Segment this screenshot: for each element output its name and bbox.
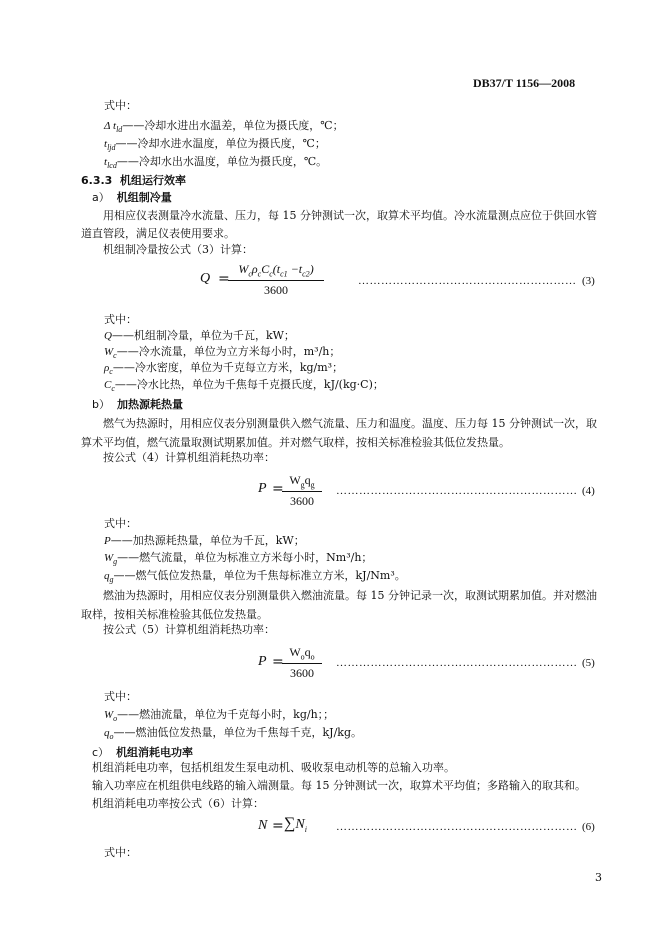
shizhong-label: 式中： (104, 690, 137, 703)
symbol-subscript: g (113, 557, 118, 567)
numerator: $W_oq_o$ (289, 645, 315, 662)
symbol: q (104, 570, 110, 582)
formula-number: (3) (582, 275, 595, 287)
symbol-subscript: ljd (107, 143, 116, 153)
symbol-subscript: c (109, 367, 113, 377)
item-b-heading (92, 396, 183, 412)
definition-line (104, 726, 362, 744)
equals-sign: = (272, 818, 284, 834)
equals-sign: = (272, 481, 284, 497)
definition-line (104, 119, 344, 137)
definition-line (104, 534, 305, 548)
item-label: a） (92, 191, 110, 204)
definition-text: ——机组制冷量，单位为千瓦，kW； (111, 329, 295, 342)
formula-6-rhs: $\sum N_i$ (284, 815, 307, 835)
paragraph: 输入功率应在机组供电线路的输入端测量。每 15 分钟测试一次，取算术平均值；多路输入的取其和。 (92, 779, 586, 792)
symbol: Q (104, 330, 112, 342)
symbol: ρ (104, 362, 110, 374)
fraction-bar (282, 663, 322, 664)
formula-3-fraction (228, 262, 324, 298)
paragraph: 机组消耗电功率，包括机组发生泵电动机、吸收泵电动机等的总输入功率。 (92, 761, 455, 774)
formula-number: (4) (582, 485, 595, 497)
definition-line (104, 137, 326, 155)
definition-text: ——冷却水出水温度，单位为摄氏度，℃。 (116, 155, 328, 168)
definition-line (104, 361, 343, 379)
formula-lhs: P (258, 481, 267, 496)
paragraph: 机组消耗电功率按公式（6）计算： (92, 797, 264, 810)
definition-text: ——冷却水进出水温差，单位为摄氏度，℃； (122, 119, 344, 132)
section-number: 6.3.3 (81, 174, 113, 187)
definition-line (104, 329, 295, 343)
symbol: W (104, 346, 114, 358)
definition-text: ——燃气低位发热量，单位为千焦每标准立方米，kJ/Nm³。 (113, 569, 406, 582)
definition-line (104, 569, 406, 587)
formula-4-fraction (282, 473, 322, 509)
paragraph: 按公式（4）计算机组消耗热功率： (103, 451, 275, 464)
numerator: $W_c\rho_cC_c(t_{c1} -t_{c2})$ (238, 262, 314, 279)
definition-text: ——燃气流量，单位为标准立方米每小时，Nm³/h； (117, 551, 373, 564)
item-title: 机组制冷量 (116, 191, 172, 204)
symbol: t (104, 156, 108, 168)
paragraph: 燃油为热源时，用相应仪表分别测量供入燃油流量。每 15 分钟记录一次，取测试期累加值。并对燃油取样，按相关标准检验其低位发热量。 (81, 589, 597, 621)
symbol: t (104, 138, 108, 150)
item-title: 机组消耗电功率 (116, 746, 194, 759)
paragraph: 机组制冷量按公式（3）计算： (103, 243, 253, 256)
definition-text: ——冷水流量，单位为立方米每小时，m³/h； (116, 345, 341, 358)
definition-text: ——燃油低位发热量，单位为千焦每千克，kJ/kg。 (113, 726, 362, 739)
shizhong-label: 式中： (104, 313, 137, 326)
standard-code: DB37/T 1156—2008 (473, 76, 576, 90)
symbol: W (104, 709, 114, 721)
item-c-heading (92, 744, 193, 760)
formula-lhs: Q (200, 271, 211, 286)
symbol: W (104, 552, 114, 564)
item-label: b） (92, 398, 110, 411)
symbol: C (104, 379, 112, 391)
symbol: P (104, 535, 111, 547)
numerator: $W_gq_g$ (289, 473, 315, 490)
section-heading (81, 172, 186, 188)
fraction-bar (228, 280, 324, 281)
leader-dots: ……………………………………………………… (336, 657, 578, 669)
leader-dots: ……………………………………………………… (336, 821, 578, 833)
denominator: 3600 (290, 666, 314, 681)
item-a-heading (92, 189, 172, 205)
fraction-bar (282, 491, 322, 492)
definition-text: ——冷水比热，单位为千焦每千克摄氏度，kJ/(kg·C)； (114, 378, 384, 391)
shizhong-label: 式中： (104, 846, 137, 859)
paragraph: 用相应仪表测量冷水流量、压力，每 15 分钟测试一次，取算术平均值。冷水流量测点应位于供回水管道直管段，满足仪表使用要求。 (81, 209, 597, 240)
denominator: 3600 (290, 494, 314, 509)
leader-dots: ……………………………………………………… (336, 485, 578, 497)
paragraph: 燃气为热源时，用相应仪表分别测量供入燃气流量、压力和温度。温度、压力每 15 分钟测试一次，取算术平均值，燃气流量取测试期累加值。并对燃气取样，按相关标准检验其低位发热量。 (81, 417, 597, 449)
symbol-subscript: ld (116, 125, 123, 135)
formula-number: (5) (582, 657, 595, 669)
symbol-subscript: c (111, 384, 115, 394)
item-label: c） (92, 746, 110, 759)
definition-line (104, 155, 327, 173)
symbol-subscript: o (109, 732, 114, 742)
equals-sign: = (218, 271, 230, 287)
shizhong-label: 式中： (104, 517, 137, 530)
paragraph: 按公式（5）计算机组消耗热功率： (103, 623, 275, 636)
definition-text: ——加热源耗热量，单位为千瓦，kW； (110, 534, 305, 547)
symbol-subscript: c (113, 351, 117, 361)
symbol-subscript: lcd (107, 161, 117, 171)
symbol: Δ t (104, 120, 117, 132)
symbol-subscript: o (113, 714, 118, 724)
formula-lhs: N (258, 818, 268, 833)
leader-dots: ………………………………………………… (358, 275, 577, 287)
formula-number: (6) (582, 821, 595, 833)
definition-text: ——冷水密度，单位为千克每立方米，kg/m³； (112, 361, 344, 374)
definition-line (104, 551, 372, 569)
definition-line (104, 378, 384, 396)
formula-5-fraction (282, 645, 322, 681)
equals-sign: = (272, 654, 284, 670)
symbol-subscript: g (109, 575, 114, 585)
definition-text: ——燃油流量，单位为千克每小时，kg/h；； (117, 708, 335, 721)
symbol: q (104, 727, 110, 739)
definition-line (104, 708, 334, 726)
denominator: 3600 (264, 283, 288, 298)
page-number: 3 (595, 871, 602, 884)
shizhong-label: 式中： (104, 99, 137, 112)
section-title: 机组运行效率 (120, 174, 186, 187)
formula-lhs: P (258, 654, 267, 669)
definition-text: ——冷却水进水温度，单位为摄氏度，℃； (115, 137, 326, 150)
item-title: 加热源耗热量 (116, 398, 183, 411)
